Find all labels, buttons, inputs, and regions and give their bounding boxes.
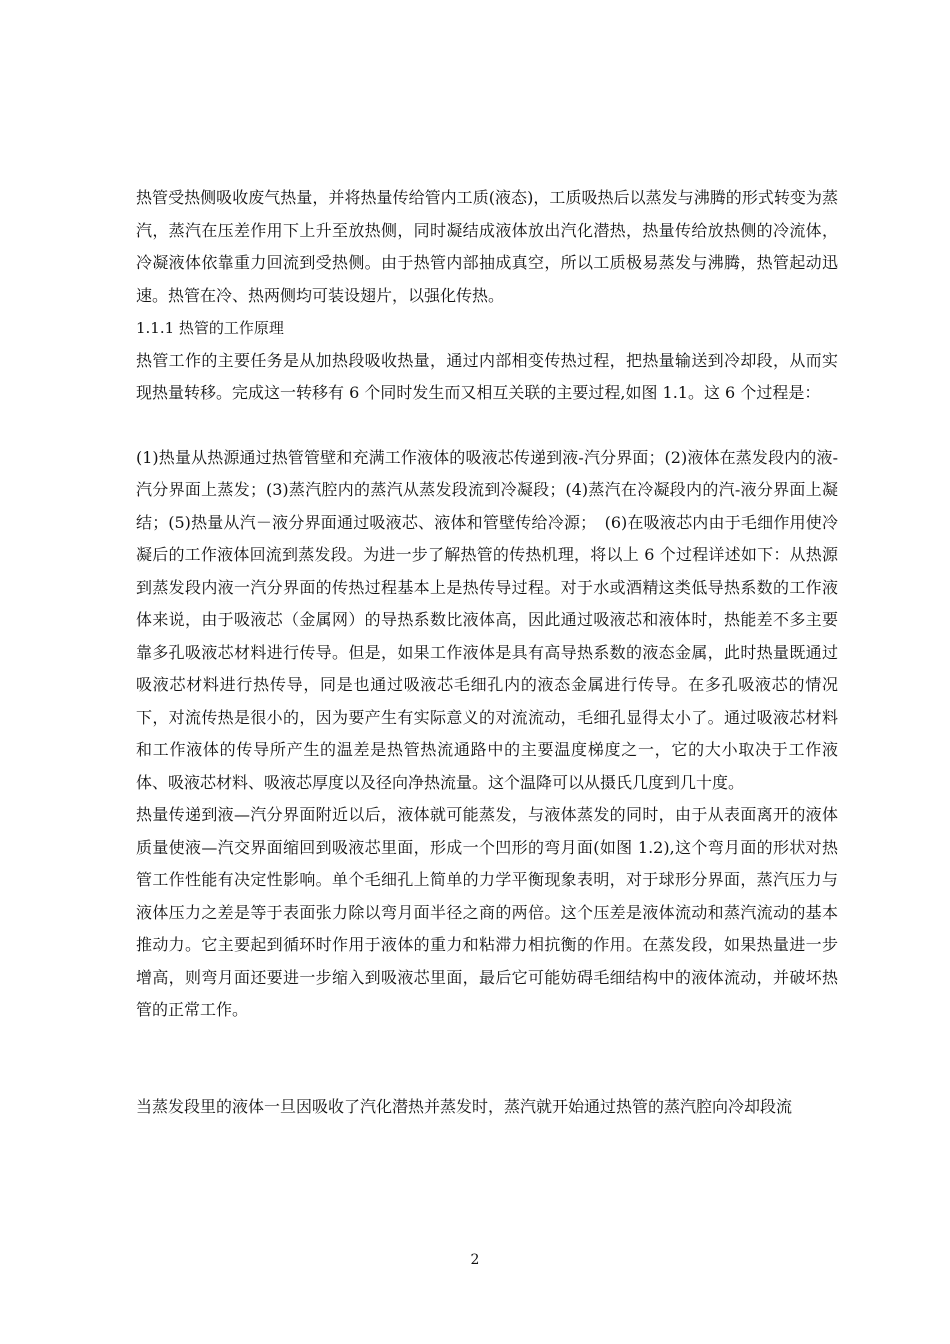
paragraph-six-processes: (1)热量从热源通过热管管壁和充满工作液体的吸液芯传递到液-汽分界面；(2)液体在蒸发段内的液-汽分界面上蒸发；(3)蒸汽腔内的蒸汽从蒸发段流到冷凝段；(4)蒸汽在冷凝段内的汽-液分界面上凝结；(5)热量从汽－液分界面通过吸液芯、液体和管壁传给冷源； (6)在吸液芯内由于毛细作用使冷凝后的工作液体回流到蒸发段。为进一步了解热管的传热机理，将以上 6 个过程详述如下：从热源到蒸发段内液一汽分界面的传热过程基本上是热传导过程。对于水或酒精这类低导热系数的工作液体来说，由于吸液芯（金属网）的导热系数比液体高，因此通过吸液芯和液体时，热能差不多主要靠多孔吸液芯材料进行传导。但是，如果工作液体是具有高导热系数的液态金属，此时热量既通过吸液芯材料进行热传导，同是也通过吸液芯毛细孔内的液态金属进行传导。在多孔吸液芯的情况下，对流传热是很小的，因为要产生有实际意义的对流流动，毛细孔显得太小了。通过吸液芯材料和工作液体的传导所产生的温差是热管热流通路中的主要温度梯度之一，它的大小取决于工作液体、吸液芯材料、吸液芯厚度以及径向净热流量。这个温降可以从摄氏几度到几十度。 <box>136 447 838 792</box>
paragraph-meniscus: 热量传递到液—汽分界面附近以后，液体就可能蒸发，与液体蒸发的同时，由于从表面离开的液体质量使液—汽交界面缩回到吸液芯里面，形成一个凹形的弯月面(如图 1.2),这个弯月面的形状对热管工作性能有决定性影响。单个毛细孔上简单的力学平衡现象表明，对于球形分界面，蒸汽压力与液体压力之差是等于表面张力除以弯月面半径之商的两倍。这个压差是液体流动和蒸汽流动的基本推动力。它主要起到循环时作用于液体的重力和粘滞力相抗衡的作用。在蒸发段，如果热量进一步增高，则弯月面还要进一步缩入到吸液芯里面，最后它可能妨碍毛细结构中的液体流动，并破坏热管的正常工作。 <box>136 805 838 1019</box>
page-number: 2 <box>470 1252 480 1268</box>
section-heading: 1.1.1 热管的工作原理 <box>136 319 284 337</box>
paragraph-heat-pipe-operation: 热管受热侧吸收废气热量，并将热量传给管内工质(液态)，工质吸热后以蒸发与沸腾的形式转变为蒸汽，蒸汽在压差作用下上升至放热侧，同时凝结成液体放出汽化潜热，热量传给放热侧的冷流体，冷凝液体依靠重力回流到受热侧。由于热管内部抽成真空，所以工质极易蒸发与沸腾，热管起动迅速。热管在冷、热两侧均可装设翅片，以强化传热。 <box>136 188 838 305</box>
paragraph-vapor-flow: 当蒸发段里的液体一旦因吸收了汽化潜热并蒸发时，蒸汽就开始通过热管的蒸汽腔向冷却段流 <box>136 1096 793 1116</box>
paragraph-working-principle: 热管工作的主要任务是从加热段吸收热量，通过内部相变传热过程，把热量输送到冷却段，从而实现热量转移。完成这一转移有 6 个同时发生而又相互关联的主要过程,如图 1.1。这 6 个过程是： <box>136 350 838 402</box>
document-body <box>136 182 838 1123</box>
